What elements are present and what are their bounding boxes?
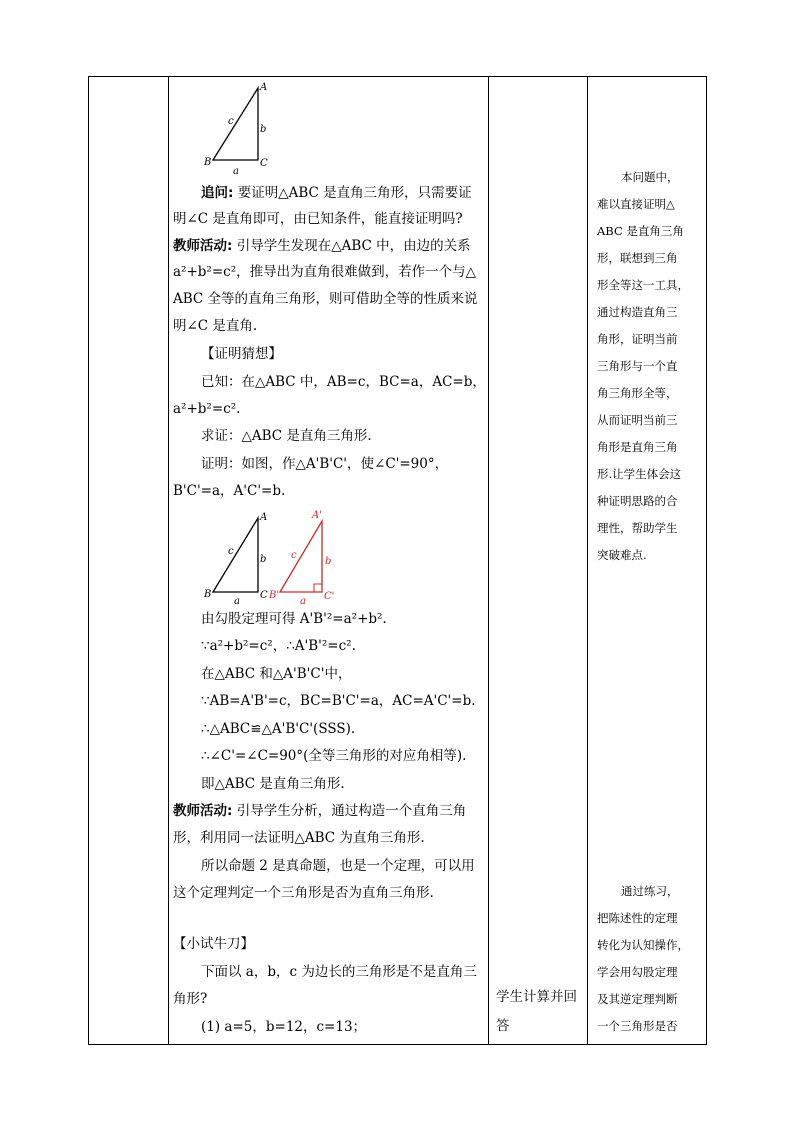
teacher-activity-line: 教师活动: 引导学生分析，通过构造一个直角三角 — [173, 803, 467, 819]
note-line: 从而证明当前三 — [597, 413, 678, 427]
text-line: 角形? — [173, 991, 208, 1007]
vertex-label-B-prime: B' — [269, 590, 280, 601]
text-line: 即△ABC 是直角三角形. — [201, 776, 345, 792]
main-content-cell — [168, 76, 488, 1045]
text-line: ∵AB=A'B'=c，BC=B'C'=a，AC=A'C'=b. — [201, 693, 476, 709]
vertex-label-C-prime: C' — [324, 591, 335, 602]
side-label-c: c — [228, 116, 234, 127]
note-line: 三角形与一个直 — [597, 359, 678, 373]
text-line: 明∠C 是直角. — [173, 318, 258, 334]
text-line: ABC 全等的直角三角形，则可借助全等的性质来说 — [173, 291, 478, 307]
text-line: a²+b²=c². — [173, 401, 241, 417]
note-line: 突破难点. — [597, 548, 647, 562]
side-label-c-prime: c — [291, 550, 297, 561]
teacher-activity-label: 教师活动: — [173, 803, 233, 819]
triangle-diagram-1 — [198, 80, 308, 180]
side-label-b: b — [260, 554, 267, 565]
student-activity-cell — [489, 76, 587, 1045]
vertex-label-A: A — [260, 82, 268, 93]
note-line: 通过构造直角三 — [597, 305, 678, 319]
text-line: ∵a²+b²=c²，∴A'B'²=c². — [201, 638, 356, 654]
followup-line: 追问: 要证明△ABC 是直角三角形，只需要证 — [201, 185, 472, 201]
vertex-label-B: B — [204, 157, 212, 168]
section-heading: 【证明猜想】 — [201, 346, 282, 362]
student-activity-text: 学生计算并回 — [496, 989, 577, 1005]
text-line: (1) a=5，b=12，c=13； — [201, 1019, 367, 1035]
note-line: 角三角形全等， — [597, 386, 678, 400]
congruent-triangle — [280, 521, 322, 592]
followup-label: 追问: — [201, 185, 234, 201]
teacher-activity-label: 教师活动: — [173, 238, 233, 254]
vertex-label-A-prime: A' — [312, 510, 322, 521]
text-line: 明∠C 是直角即可，由已知条件，能直接证明吗? — [173, 211, 463, 227]
vertex-label-C: C — [260, 158, 268, 169]
note-line: 学会用勾股定理 — [597, 965, 678, 979]
text-line: 在△ABC 和△A'B'C'中， — [201, 666, 352, 682]
side-label-a: a — [234, 596, 240, 606]
vertex-label-B: B — [204, 589, 212, 600]
vertex-label-A: A — [260, 512, 268, 523]
note-line: 角形，证明当前 — [597, 332, 678, 346]
note-line: 形，联想到三角 — [597, 251, 678, 265]
text-line: 下面以 a，b，c 为边长的三角形是不是直角三 — [201, 964, 477, 980]
note-line: 转化为认知操作， — [597, 938, 689, 952]
column-divider — [587, 77, 588, 1044]
note-line: ABC 是直角三角 — [597, 224, 684, 238]
side-label-a: a — [233, 166, 239, 177]
text-line: ∴△ABC≌△A'B'C'(SSS). — [201, 721, 356, 737]
note-line: 难以直接证明△ — [597, 197, 675, 211]
note-line: 把陈述性的定理 — [597, 911, 678, 925]
text-line: 求证：△ABC 是直角三角形. — [201, 428, 372, 444]
text-line: 所以命题 2 是真命题，也是一个定理，可以用 — [201, 858, 475, 874]
text-line: 已知：在△ABC 中，AB=c，BC=a，AC=b， — [201, 374, 486, 390]
text-line: 证明：如图，作△A'B'C'，使∠C'=90°， — [201, 456, 449, 472]
text-line: ∴∠C'=∠C=90°(全等三角形的对应角相等). — [201, 748, 467, 764]
text-line: 由勾股定理可得 A'B'²=a²+b². — [201, 611, 387, 627]
side-label-b: b — [260, 124, 267, 135]
note-line: 形全等这一工具， — [597, 278, 689, 292]
side-label-a-prime: a — [300, 596, 306, 606]
note-line: 角形是直角三角 — [597, 440, 678, 454]
note-line: 种证明思路的合 — [597, 494, 678, 508]
side-label-c: c — [228, 546, 234, 557]
design-note-2 — [597, 878, 701, 1043]
text-line: 形，利用同一法证明△ABC 为直角三角形. — [173, 830, 425, 846]
note-line: 及其逆定理判断 — [597, 992, 678, 1006]
note-line: 通过练习， — [621, 884, 679, 898]
section-heading: 【小试牛刀】 — [173, 936, 254, 952]
text-line: 这个定理判定一个三角形是否为直角三角形. — [173, 885, 434, 901]
text-line: B'C'=a，A'C'=b. — [173, 483, 286, 499]
vertex-label-C: C — [260, 590, 268, 601]
note-line: 形.让学生体会这 — [597, 467, 682, 481]
design-note-1 — [597, 164, 701, 569]
note-line: 一个三角形是否 — [597, 1019, 678, 1033]
student-activity-text: 答 — [496, 1018, 510, 1034]
triangle-diagram-2 — [198, 506, 398, 606]
note-line: 理性，帮助学生 — [597, 521, 678, 535]
side-label-b-prime: b — [325, 556, 332, 567]
teacher-activity-line: 教师活动: 引导学生发现在△ABC 中，由边的关系 — [173, 238, 471, 254]
note-line: 本问题中， — [621, 170, 679, 184]
text-line: a²+b²=c²，推导出为直角很难做到，若作一个与△ — [173, 264, 476, 280]
